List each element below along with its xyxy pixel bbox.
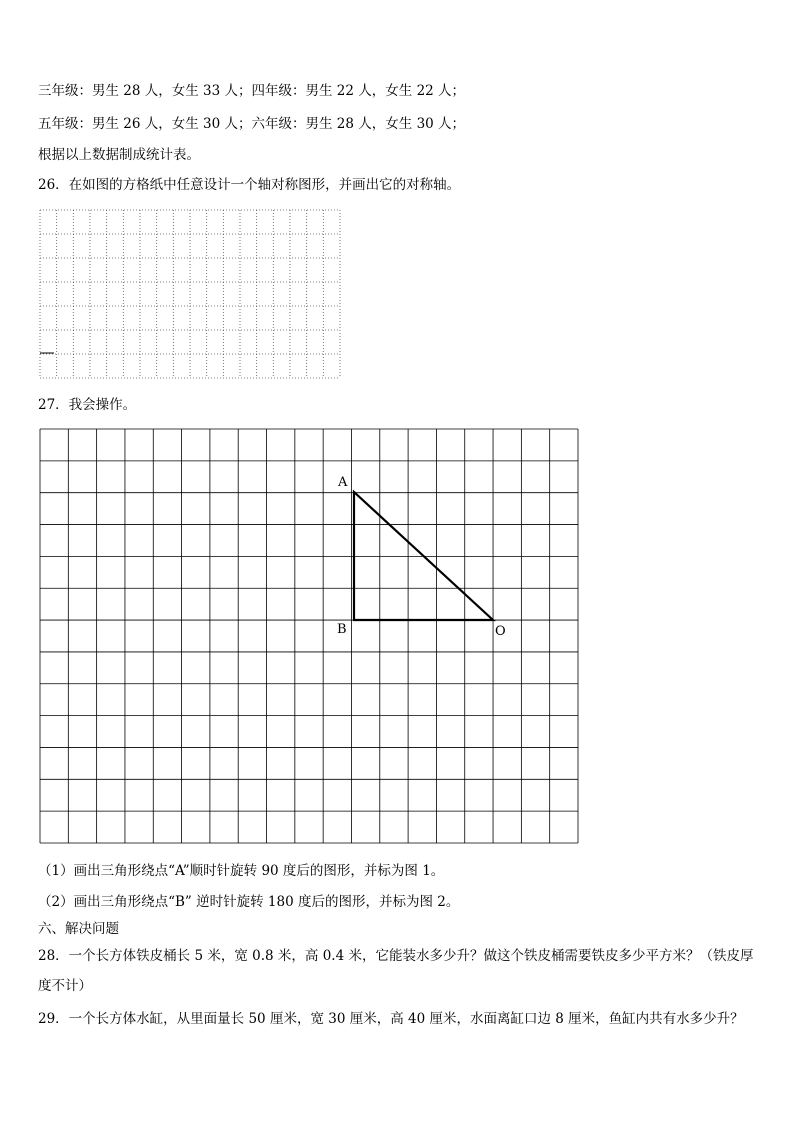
dotted-grid-26 bbox=[37, 208, 347, 383]
point-label-b: B bbox=[337, 622, 347, 637]
grid-27 bbox=[36, 426, 581, 846]
question-26: 26．在如图的方格纸中任意设计一个轴对称图形，并画出它的对称轴。 bbox=[38, 177, 461, 193]
question-27-part-1: （1）画出三角形绕点“A”顺时针旋转 90 度后的图形，并标为图 1。 bbox=[38, 863, 445, 879]
point-label-o: O bbox=[495, 624, 506, 639]
data-line-grades-5-6: 五年级：男生 26 人，女生 30 人；六年级：男生 28 人，女生 30 人； bbox=[38, 116, 466, 132]
question-28: 28．一个长方体铁皮桶长 5 米，宽 0.8 米，高 0.4 米，它能装水多少升？做这个铁皮桶需要铁皮多少平方米？（铁皮厚度不计） bbox=[38, 948, 754, 994]
question-29: 29．一个长方体水缸，从里面量长 50 厘米，宽 30 厘米，高 40 厘米，水面离缸口边 8 厘米，鱼缸内共有水多少升？ bbox=[38, 1011, 744, 1027]
point-label-a: A bbox=[338, 475, 348, 490]
question-27-part-2: （2）画出三角形绕点“B” 逆时针旋转 180 度后的图形，并标为图 2。 bbox=[38, 894, 460, 910]
instruction-make-table: 根据以上数据制成统计表。 bbox=[38, 147, 200, 163]
question-27: 27．我会操作。 bbox=[38, 397, 137, 413]
section-heading-six: 六、解决问题 bbox=[38, 921, 119, 937]
data-line-grades-3-4: 三年级：男生 28 人，女生 33 人；四年级：男生 22 人，女生 22 人； bbox=[38, 83, 466, 99]
